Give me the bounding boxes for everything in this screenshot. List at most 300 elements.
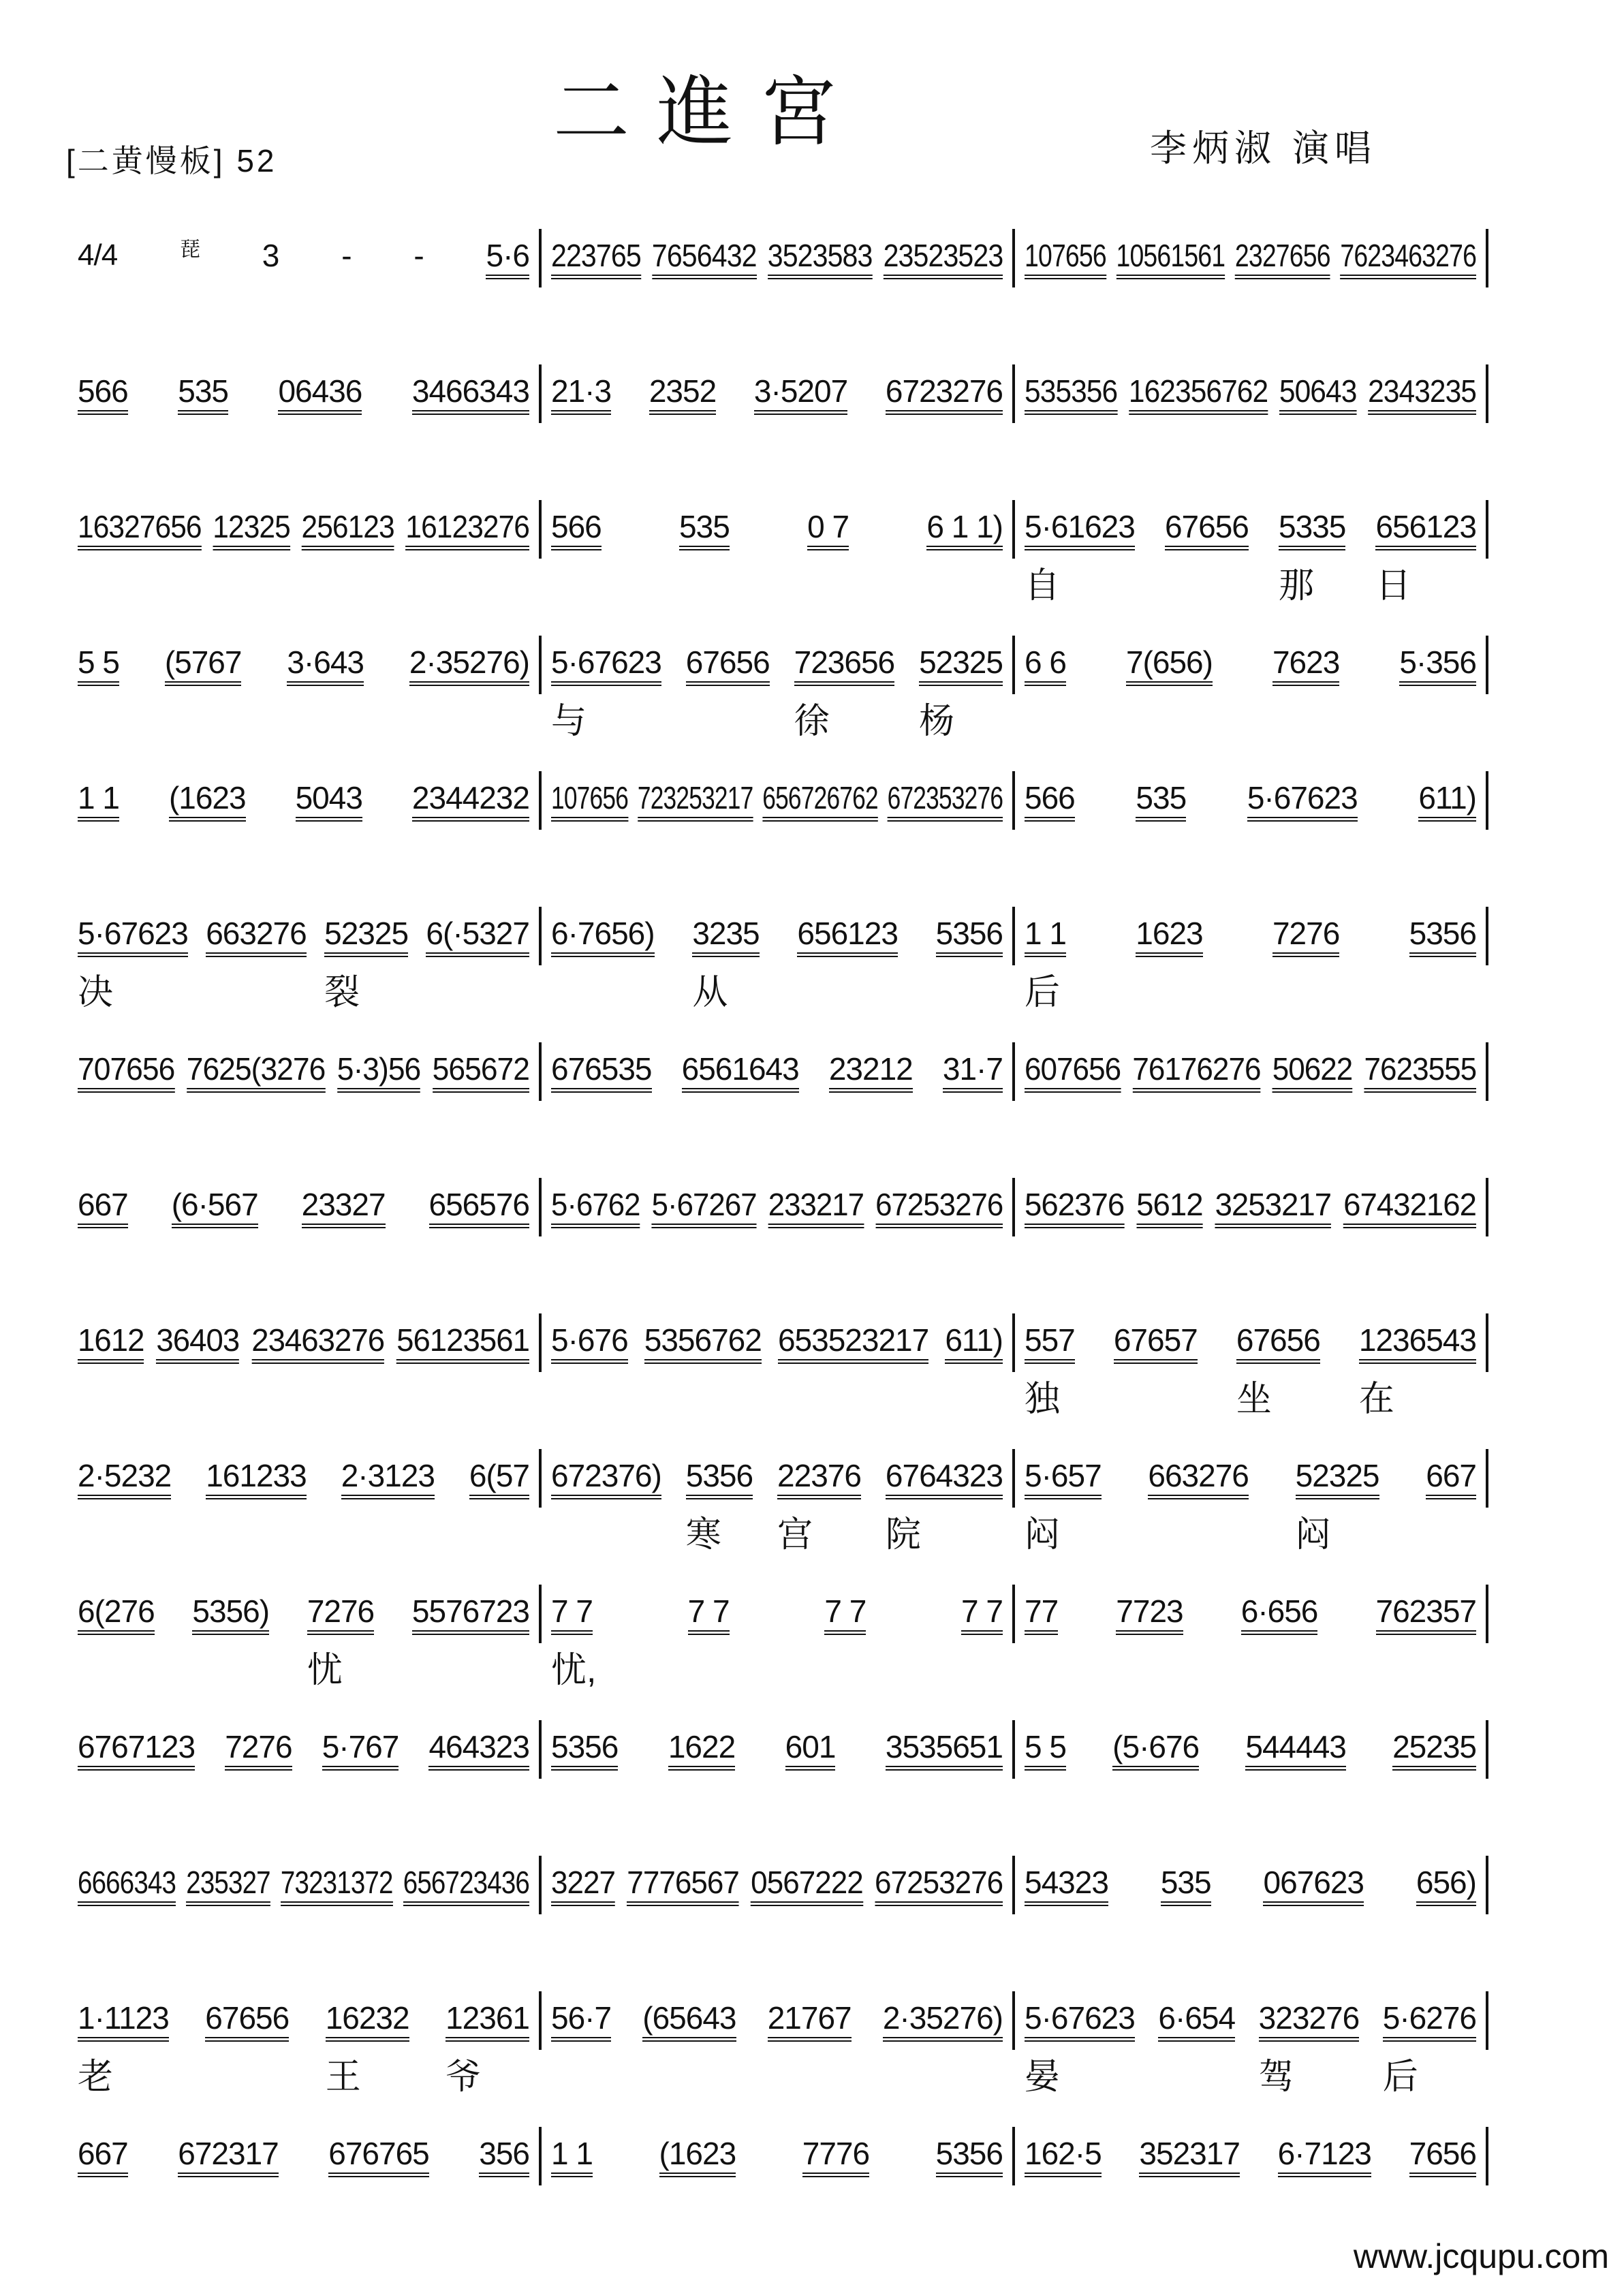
note-text: 5576723 bbox=[412, 1594, 529, 1635]
bar-line bbox=[1486, 636, 1488, 694]
note-group bbox=[1375, 509, 1476, 606]
note-group bbox=[888, 781, 1003, 822]
note-text: 656123 bbox=[1375, 510, 1476, 550]
note-group bbox=[165, 645, 242, 686]
note-group bbox=[754, 374, 847, 415]
measure-notes bbox=[78, 1593, 529, 1690]
note-group bbox=[1258, 2000, 1360, 2097]
measure bbox=[68, 1168, 539, 1298]
note-text: 1236543 bbox=[1359, 1323, 1476, 1364]
note-group bbox=[551, 374, 611, 415]
note-text: 5043 bbox=[296, 781, 362, 822]
note-group bbox=[78, 1052, 174, 1093]
note-text: 162356762 bbox=[1129, 374, 1268, 415]
note-text: 464323 bbox=[428, 1730, 529, 1771]
score-row bbox=[68, 490, 1488, 620]
note-group bbox=[551, 644, 661, 741]
note-text: 6·656 bbox=[1241, 1594, 1318, 1635]
note-group bbox=[328, 2136, 429, 2177]
note-group bbox=[1139, 2136, 1240, 2177]
note-text: 50622 bbox=[1272, 1052, 1353, 1093]
note-group bbox=[287, 645, 364, 686]
note-group bbox=[1165, 510, 1249, 550]
lyric: 忧 bbox=[307, 1651, 343, 1690]
note-text: 6(57 bbox=[469, 1459, 529, 1499]
note-text: 707656 bbox=[78, 1052, 174, 1093]
note-group bbox=[1245, 1730, 1346, 1771]
note-group bbox=[551, 916, 655, 957]
note-group bbox=[429, 1187, 530, 1228]
score-row bbox=[68, 219, 1488, 349]
measure-notes bbox=[551, 238, 1003, 279]
note-group bbox=[642, 2001, 736, 2042]
note-group bbox=[1025, 1730, 1066, 1771]
note-group bbox=[1235, 238, 1330, 279]
note-group bbox=[679, 510, 730, 550]
note-text: 3535651 bbox=[886, 1730, 1003, 1771]
note-text: 7 7 bbox=[824, 1594, 866, 1635]
note-group bbox=[412, 781, 529, 822]
note-group bbox=[668, 1730, 735, 1771]
measure bbox=[542, 490, 1012, 620]
lyric: 晏 bbox=[1025, 2057, 1061, 2097]
note-group bbox=[78, 916, 188, 1012]
note-text: 5 5 bbox=[78, 645, 119, 686]
note-group bbox=[1025, 645, 1066, 686]
note-text: 356 bbox=[479, 2136, 529, 2177]
note-text: (65643 bbox=[642, 2001, 736, 2042]
note-group bbox=[206, 1459, 307, 1499]
note-text: 56123561 bbox=[396, 1323, 529, 1364]
measure-notes bbox=[78, 1459, 529, 1499]
measure bbox=[1015, 355, 1486, 484]
note-group bbox=[1112, 1730, 1199, 1771]
measure-notes bbox=[551, 1593, 1003, 1690]
measure-notes bbox=[1025, 1322, 1476, 1419]
note-text: 1 1 bbox=[78, 781, 119, 822]
note-group bbox=[1426, 1459, 1476, 1499]
note-group bbox=[403, 1865, 529, 1906]
note-text: 723656 bbox=[794, 645, 895, 686]
lyric: 独 bbox=[1025, 1380, 1061, 1419]
measure bbox=[68, 1982, 539, 2111]
score-row bbox=[68, 355, 1488, 484]
site-watermark: www.jcqupu.com bbox=[1353, 2237, 1609, 2275]
note-group bbox=[78, 2136, 128, 2177]
note-text: 2·35276) bbox=[883, 2001, 1003, 2042]
note-text: 2352 bbox=[649, 374, 716, 415]
note-text: 6764323 bbox=[886, 1459, 1003, 1499]
note-group bbox=[1392, 1730, 1476, 1771]
measure-notes bbox=[1025, 781, 1476, 822]
note-group bbox=[551, 1187, 640, 1228]
note-text: 5·67623 bbox=[1247, 781, 1358, 822]
measure-notes bbox=[1025, 509, 1476, 606]
note-text: 107656 bbox=[551, 781, 628, 822]
score-row bbox=[68, 1711, 1488, 1840]
measure bbox=[1015, 1982, 1486, 2111]
score-row bbox=[68, 762, 1488, 891]
measure-notes bbox=[1025, 1052, 1476, 1093]
measure-notes bbox=[78, 510, 529, 550]
note-text: 656576 bbox=[429, 1187, 530, 1228]
note-text: 25235 bbox=[1392, 1730, 1476, 1771]
measure bbox=[68, 1711, 539, 1840]
note-group bbox=[225, 1730, 292, 1771]
note-text: 5356 bbox=[1409, 916, 1476, 957]
note-text: 607656 bbox=[1025, 1052, 1121, 1093]
note-group bbox=[1025, 781, 1075, 822]
note-group bbox=[1025, 1322, 1075, 1419]
note-text: 601 bbox=[785, 1730, 836, 1771]
measure-notes bbox=[78, 1187, 529, 1228]
note-text: - bbox=[341, 238, 352, 273]
bar-line bbox=[1486, 500, 1488, 559]
note-text: 535 bbox=[1161, 1865, 1211, 1906]
time-signature bbox=[78, 238, 117, 275]
note-text: (6·567 bbox=[172, 1187, 258, 1228]
note-text: 676535 bbox=[551, 1052, 652, 1093]
note-group bbox=[919, 644, 1003, 741]
note-text: 5·6276 bbox=[1383, 2001, 1476, 2042]
measure-notes bbox=[551, 510, 1003, 550]
note-group bbox=[926, 510, 1003, 550]
note-text: 7723 bbox=[1116, 1594, 1183, 1635]
note-text: 5·356 bbox=[1399, 645, 1476, 686]
aria-type-label: [二黄慢板] 52 bbox=[66, 143, 277, 178]
note-text: 52325 bbox=[1296, 1459, 1379, 1499]
note-text: 223765 bbox=[551, 238, 641, 279]
score-row bbox=[68, 1033, 1488, 1162]
note-group bbox=[78, 1323, 144, 1364]
note-text: 6 1 1) bbox=[926, 510, 1003, 550]
note-group bbox=[1399, 645, 1476, 686]
note-text: 5·67623 bbox=[551, 645, 661, 686]
bar-line bbox=[1486, 1585, 1488, 1643]
note-group bbox=[337, 1052, 421, 1093]
lyric: 徐 bbox=[794, 702, 830, 741]
note-group bbox=[551, 2001, 611, 2042]
score-row bbox=[68, 1304, 1488, 1433]
note-group bbox=[551, 1865, 615, 1906]
note-group bbox=[78, 1459, 171, 1499]
measure bbox=[542, 1575, 1012, 1704]
measure bbox=[1015, 626, 1486, 756]
note-group bbox=[682, 1052, 799, 1093]
note-text: 50643 bbox=[1279, 374, 1357, 415]
note-text: 67253276 bbox=[875, 1187, 1003, 1228]
note-group bbox=[824, 1594, 866, 1635]
note-text: (1623 bbox=[169, 781, 246, 822]
note-group bbox=[1116, 238, 1225, 279]
note-group bbox=[1025, 2136, 1102, 2177]
note-group bbox=[413, 238, 423, 275]
note-group bbox=[883, 2001, 1003, 2042]
bar-line bbox=[1486, 907, 1488, 965]
note-text: 161233 bbox=[206, 1459, 307, 1499]
measure bbox=[68, 897, 539, 1027]
note-group bbox=[1416, 1865, 1476, 1906]
note-text: 1·1123 bbox=[78, 2001, 169, 2042]
note-text: 36403 bbox=[156, 1323, 239, 1364]
note-group bbox=[1343, 1187, 1476, 1228]
note-group bbox=[1241, 1594, 1318, 1635]
note-text: 2344232 bbox=[412, 781, 529, 822]
opera-title: 二進宮 bbox=[553, 68, 864, 157]
note-text: 6·7656) bbox=[551, 916, 655, 957]
measure bbox=[1015, 1575, 1486, 1704]
note-group bbox=[1136, 1187, 1202, 1228]
note-text: 5356762 bbox=[644, 1323, 762, 1364]
note-group bbox=[307, 1593, 375, 1690]
score-row bbox=[68, 897, 1488, 1027]
note-text: 5·67623 bbox=[78, 916, 188, 957]
note-text: 5·6 bbox=[486, 238, 529, 279]
note-group bbox=[486, 238, 529, 279]
measure bbox=[542, 897, 1012, 1027]
note-text: 3 bbox=[262, 238, 279, 273]
note-group bbox=[156, 1323, 239, 1364]
note-text: 535 bbox=[679, 510, 730, 550]
note-group bbox=[886, 1730, 1003, 1771]
note-group bbox=[936, 2136, 1003, 2177]
note-group bbox=[1148, 1459, 1249, 1499]
note-text: 5356 bbox=[686, 1459, 753, 1499]
note-group bbox=[686, 645, 770, 686]
note-group bbox=[768, 238, 873, 279]
note-group bbox=[1418, 781, 1476, 822]
note-group bbox=[785, 1730, 836, 1771]
bar-line bbox=[1486, 1313, 1488, 1372]
note-text: 067623 bbox=[1263, 1865, 1364, 1906]
measure-notes bbox=[78, 2000, 529, 2097]
lyric: 与 bbox=[551, 702, 587, 741]
note-text: 0 7 bbox=[807, 510, 849, 550]
note-group bbox=[1025, 1865, 1108, 1906]
lyric: 王 bbox=[325, 2057, 361, 2097]
note-group bbox=[302, 1187, 386, 1228]
measure bbox=[1015, 762, 1486, 891]
measure bbox=[542, 1846, 1012, 1976]
score-row bbox=[68, 1846, 1488, 1976]
note-text: 7625(3276 bbox=[187, 1052, 326, 1093]
lyric: 宫 bbox=[777, 1515, 813, 1555]
note-text: (1623 bbox=[659, 2136, 736, 2177]
note-text: 3227 bbox=[551, 1865, 615, 1906]
note-text: 5·3)56 bbox=[337, 1052, 421, 1093]
note-text: 6(·5327 bbox=[426, 916, 529, 957]
note-group bbox=[301, 510, 394, 550]
note-text: 1622 bbox=[668, 1730, 735, 1771]
measure bbox=[68, 1439, 539, 1569]
measure-notes bbox=[551, 1187, 1003, 1228]
measure bbox=[68, 1575, 539, 1704]
note-group bbox=[172, 1187, 258, 1228]
score-row bbox=[68, 1575, 1488, 1704]
note-text: 23523523 bbox=[884, 238, 1003, 279]
note-text: 676765 bbox=[328, 2136, 429, 2177]
note-group bbox=[1136, 781, 1186, 822]
note-text: 667 bbox=[1426, 1459, 1476, 1499]
note-group bbox=[324, 916, 409, 1012]
measure-notes bbox=[551, 374, 1003, 415]
measure-notes bbox=[551, 916, 1003, 1012]
note-group bbox=[446, 2000, 529, 2097]
note-text: 7623463276 bbox=[1340, 238, 1476, 279]
note-text: 5356 bbox=[936, 916, 1003, 957]
measure bbox=[1015, 1711, 1486, 1840]
note-group bbox=[78, 1865, 176, 1906]
note-text: 5356 bbox=[551, 1730, 618, 1771]
note-group bbox=[551, 1052, 652, 1093]
note-group bbox=[262, 238, 279, 275]
score-row bbox=[68, 1168, 1488, 1298]
note-group bbox=[1132, 1052, 1260, 1093]
note-text: 5356) bbox=[192, 1594, 269, 1635]
note-text: 611) bbox=[1418, 781, 1476, 822]
measure-notes bbox=[78, 1730, 529, 1771]
measure-notes bbox=[551, 644, 1003, 741]
note-text: 73231372 bbox=[281, 1865, 393, 1906]
measure-notes bbox=[551, 1052, 1003, 1093]
note-group bbox=[659, 2136, 736, 2177]
measure bbox=[542, 1168, 1012, 1298]
note-group bbox=[1409, 916, 1476, 957]
note-group bbox=[479, 2136, 529, 2177]
performance-mark-text: 琵 bbox=[179, 238, 200, 261]
note-group bbox=[178, 374, 228, 415]
note-text: 2·5232 bbox=[78, 1459, 171, 1499]
lyric: 爷 bbox=[446, 2057, 482, 2097]
note-group bbox=[1025, 1052, 1121, 1093]
note-group bbox=[78, 1730, 195, 1771]
note-text: 611) bbox=[945, 1323, 1003, 1364]
note-text: 7276 bbox=[1272, 916, 1339, 957]
note-group bbox=[1364, 1052, 1477, 1093]
measure-notes bbox=[78, 1323, 529, 1364]
measure bbox=[1015, 219, 1486, 349]
note-group bbox=[551, 1593, 597, 1690]
note-group bbox=[945, 1323, 1003, 1364]
measure-notes bbox=[1025, 1187, 1476, 1228]
measure-notes bbox=[551, 1865, 1003, 1906]
note-text: 5·67623 bbox=[1025, 2001, 1135, 2042]
note-text: 5356 bbox=[936, 2136, 1003, 2177]
note-group bbox=[1215, 1187, 1332, 1228]
note-text: 562376 bbox=[1025, 1187, 1124, 1228]
measure bbox=[542, 355, 1012, 484]
note-group bbox=[1376, 1594, 1477, 1635]
bar-line bbox=[1486, 1856, 1488, 1914]
lyric: 坐 bbox=[1236, 1380, 1272, 1419]
note-group bbox=[692, 916, 760, 1012]
note-group bbox=[685, 1458, 753, 1555]
measure bbox=[1015, 1304, 1486, 1433]
note-text: 672317 bbox=[178, 2136, 279, 2177]
note-text: (5·676 bbox=[1112, 1730, 1199, 1771]
note-text: 233217 bbox=[768, 1187, 864, 1228]
note-text: 7 7 bbox=[551, 1594, 593, 1635]
note-group bbox=[1279, 374, 1357, 415]
note-text: 667 bbox=[78, 1187, 128, 1228]
note-group bbox=[396, 1323, 529, 1364]
measure-notes bbox=[1025, 1865, 1476, 1906]
measure bbox=[542, 1711, 1012, 1840]
note-text: 23212 bbox=[829, 1052, 913, 1093]
measure bbox=[1015, 1439, 1486, 1569]
note-text: 5·767 bbox=[322, 1730, 399, 1771]
note-group bbox=[875, 1865, 1003, 1906]
note-group bbox=[1114, 1323, 1198, 1364]
note-text: 235327 bbox=[186, 1865, 270, 1906]
note-text: 656123 bbox=[797, 916, 898, 957]
note-group bbox=[551, 1459, 661, 1499]
measure-notes bbox=[78, 645, 529, 686]
note-group bbox=[278, 374, 362, 415]
note-group bbox=[751, 1865, 863, 1906]
note-group bbox=[1279, 509, 1346, 606]
note-text: 557 bbox=[1025, 1323, 1075, 1364]
note-group bbox=[802, 2136, 869, 2177]
note-text: 3466343 bbox=[412, 374, 529, 415]
bar-line bbox=[1486, 364, 1488, 423]
note-text: 3·5207 bbox=[754, 374, 847, 415]
note-group bbox=[205, 2001, 289, 2042]
note-group bbox=[1025, 1458, 1102, 1555]
measure bbox=[1015, 1846, 1486, 1976]
note-group bbox=[296, 781, 362, 822]
measure-notes bbox=[551, 1730, 1003, 1771]
note-text: 1 1 bbox=[551, 2136, 593, 2177]
note-text: 7623555 bbox=[1364, 1052, 1477, 1093]
note-group bbox=[281, 1865, 393, 1906]
note-group bbox=[1409, 2136, 1476, 2177]
note-group bbox=[213, 510, 290, 550]
measure-notes bbox=[78, 916, 529, 1012]
note-group bbox=[688, 1594, 730, 1635]
note-text: 7 7 bbox=[688, 1594, 730, 1635]
measure bbox=[68, 1033, 539, 1162]
bar-line bbox=[1486, 2127, 1488, 2185]
measure bbox=[542, 2117, 1012, 2247]
note-group bbox=[1025, 2000, 1135, 2097]
note-text: 3253217 bbox=[1215, 1187, 1332, 1228]
note-text: 1612 bbox=[78, 1323, 144, 1364]
measure bbox=[542, 762, 1012, 891]
measure-notes bbox=[78, 1865, 529, 1906]
note-text: 0567222 bbox=[751, 1865, 863, 1906]
measure bbox=[1015, 897, 1486, 1027]
note-group bbox=[428, 1730, 529, 1771]
measure bbox=[68, 2117, 539, 2247]
note-text: 76176276 bbox=[1132, 1052, 1260, 1093]
note-text: 1623 bbox=[1136, 916, 1202, 957]
bar-line bbox=[1486, 229, 1488, 287]
lyric: 决 bbox=[78, 973, 114, 1012]
lyric: 从 bbox=[692, 973, 728, 1012]
note-text: 3·643 bbox=[287, 645, 364, 686]
note-text: 566 bbox=[551, 510, 602, 550]
note-text: (5767 bbox=[165, 645, 242, 686]
note-group bbox=[1025, 1187, 1124, 1228]
measure-notes bbox=[1025, 1594, 1476, 1635]
note-group bbox=[78, 510, 202, 550]
note-group bbox=[943, 1052, 1003, 1093]
note-group bbox=[1272, 916, 1339, 957]
lyric: 裂 bbox=[324, 973, 360, 1012]
note-group bbox=[169, 781, 246, 822]
measure bbox=[68, 762, 539, 891]
